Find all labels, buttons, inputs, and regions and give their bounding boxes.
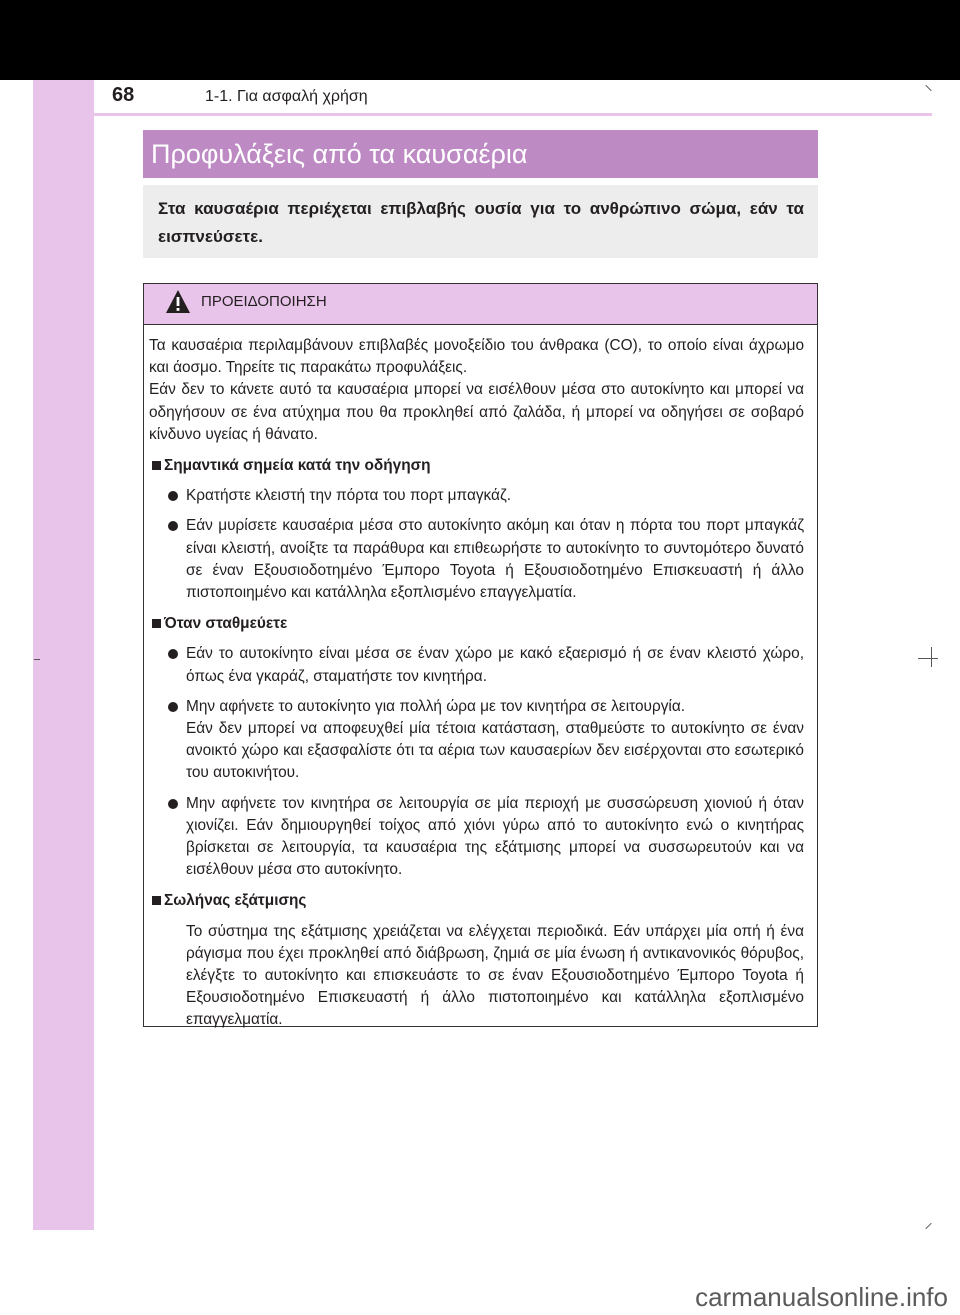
crop-mark: [925, 85, 931, 91]
warning-intro-1: Τα καυσαέρια περιλαμβάνουν επιβλαβές μονοξείδιο του άνθρακα (CO), το οποίο είναι άχρωμο και άοσμο. Τηρείτε τις παρακάτω προφυλάξεις.: [149, 337, 804, 377]
warning-triangle-icon: [165, 289, 191, 315]
watermark: carmanualsonline.info: [695, 1282, 948, 1312]
crop-mark: [918, 658, 938, 659]
warning-box: [143, 283, 818, 1027]
square-bullet-icon: [152, 461, 161, 470]
list-item: Μην αφήνετε το αυτοκίνητο για πολλή ώρα με τον κινητήρα σε λειτουργία. Εάν δεν μπορεί να αποφευχθεί μία τέτοια κατάσταση, σταθμεύστε το αυτοκίνητο σε έναν ανοικτό χώρο και εξασφαλίστε ότι τα αέρια των καυσαερίων δεν εισέρχονται στο εσωτερικό του αυτοκινήτου.: [164, 696, 804, 785]
list-item: Εάν το αυτοκίνητο είναι μέσα σε έναν χώρο με κακό εξαερισμό ή σε έναν κλειστό χώρο, όπως ένα γκαράζ, σταματήστε τον κινητήρα.: [164, 643, 804, 687]
exhaust-heading-text: Σωλήνας εξάτμισης: [164, 892, 307, 910]
section-intro: Στα καυσαέρια περιέχεται επιβλαβής ουσία για το ανθρώπινο σώμα, εάν τα εισπνεύσετε.: [143, 185, 818, 258]
round-bullet-icon: [168, 491, 178, 501]
square-bullet-icon: [152, 896, 161, 905]
parking-heading-text: Όταν σταθμεύετε: [164, 615, 288, 633]
crop-mark: [34, 659, 40, 660]
round-bullet-icon: [168, 799, 178, 809]
exhaust-heading: [149, 890, 804, 912]
list-item: Κρατήστε κλειστή την πόρτα του πορτ μπαγκάζ.: [164, 485, 804, 507]
section-title: Προφυλάξεις από τα καυσαέρια: [143, 130, 818, 178]
square-bullet-icon: [152, 619, 161, 628]
round-bullet-icon: [168, 521, 178, 531]
warning-header: [144, 284, 817, 325]
list-item: Εάν μυρίσετε καυσαέρια μέσα στο αυτοκίνητο ακόμη και όταν η πόρτα του πορτ μπαγκάζ είναι κλειστή, ανοίξτε τα παράθυρα και επιθεωρήστε το αυτοκίνητο το συντομότερο δυνατό σε έναν Εξουσιοδοτημένο Έμπορο Toyota ή Εξουσιοδοτημένο Επισκευαστή ή άλλο πιστοποιημένο και κατάλληλα εξοπλισμένο επαγγελματία.: [164, 515, 804, 604]
warning-body: [144, 325, 817, 1032]
parking-heading: [149, 613, 804, 635]
chapter-title: 1-1. Για ασφαλή χρήση: [205, 88, 368, 105]
list-item: Μην αφήνετε τον κινητήρα σε λειτουργία σε μία περιοχή με συσσώρευση χιονιού ή όταν χιονίζει. Εάν δημιουργηθεί τοίχος από χιόνι γύρω από το αυτοκίνητο ενώ ο κινητήρας βρίσκεται σε λειτουργία, τα καυσαέρια της εξάτμισης μπορεί να συσσωρευτούν και να εισέλθουν μέσα στο αυτοκίνητο.: [164, 793, 804, 882]
warning-label: ΠΡΟΕΙΔΟΠΟΙΗΣΗ: [201, 293, 327, 310]
exhaust-text: Το σύστημα της εξάτμισης χρειάζεται να ελέγχεται περιοδικά. Εάν υπάρχει μία οπή ή ένα ράγισμα που έχει προκληθεί από διάβρωση, ζημιά σε μία ένωση ή αντικανονικός θόρυβος, ελέγξτε το αυτοκίνητο και επισκευάστε το σε έναν Εξουσιοδοτημένο Έμπορο Toyota ή Εξουσιοδοτημένο Επισκευαστή ή άλλο πιστοποιημένο και κατάλληλα εξοπλισμένο επαγγελματία.: [186, 922, 804, 1029]
top-black-bar: [0, 0, 960, 80]
side-tab-strip: [33, 80, 94, 1230]
page-number: 68: [112, 84, 135, 106]
crop-mark: [931, 647, 932, 667]
driving-heading-text: Σημαντικά σημεία κατά την οδήγηση: [164, 457, 431, 475]
warning-intro-2: Εάν δεν το κάνετε αυτό τα καυσαέρια μπορεί να εισέλθουν μέσα στο αυτοκίνητο και μπορεί να οδηγήσουν σε ένα ατύχημα που θα προκληθεί από ζαλάδα, ή μπορεί να οδηγήσει σε σοβαρό κίνδυνο υγείας ή θάνατο.: [149, 381, 804, 443]
round-bullet-icon: [168, 702, 178, 712]
round-bullet-icon: [168, 649, 178, 659]
header-rule: [94, 113, 932, 116]
driving-heading: [149, 455, 804, 477]
crop-mark: [925, 1223, 931, 1229]
